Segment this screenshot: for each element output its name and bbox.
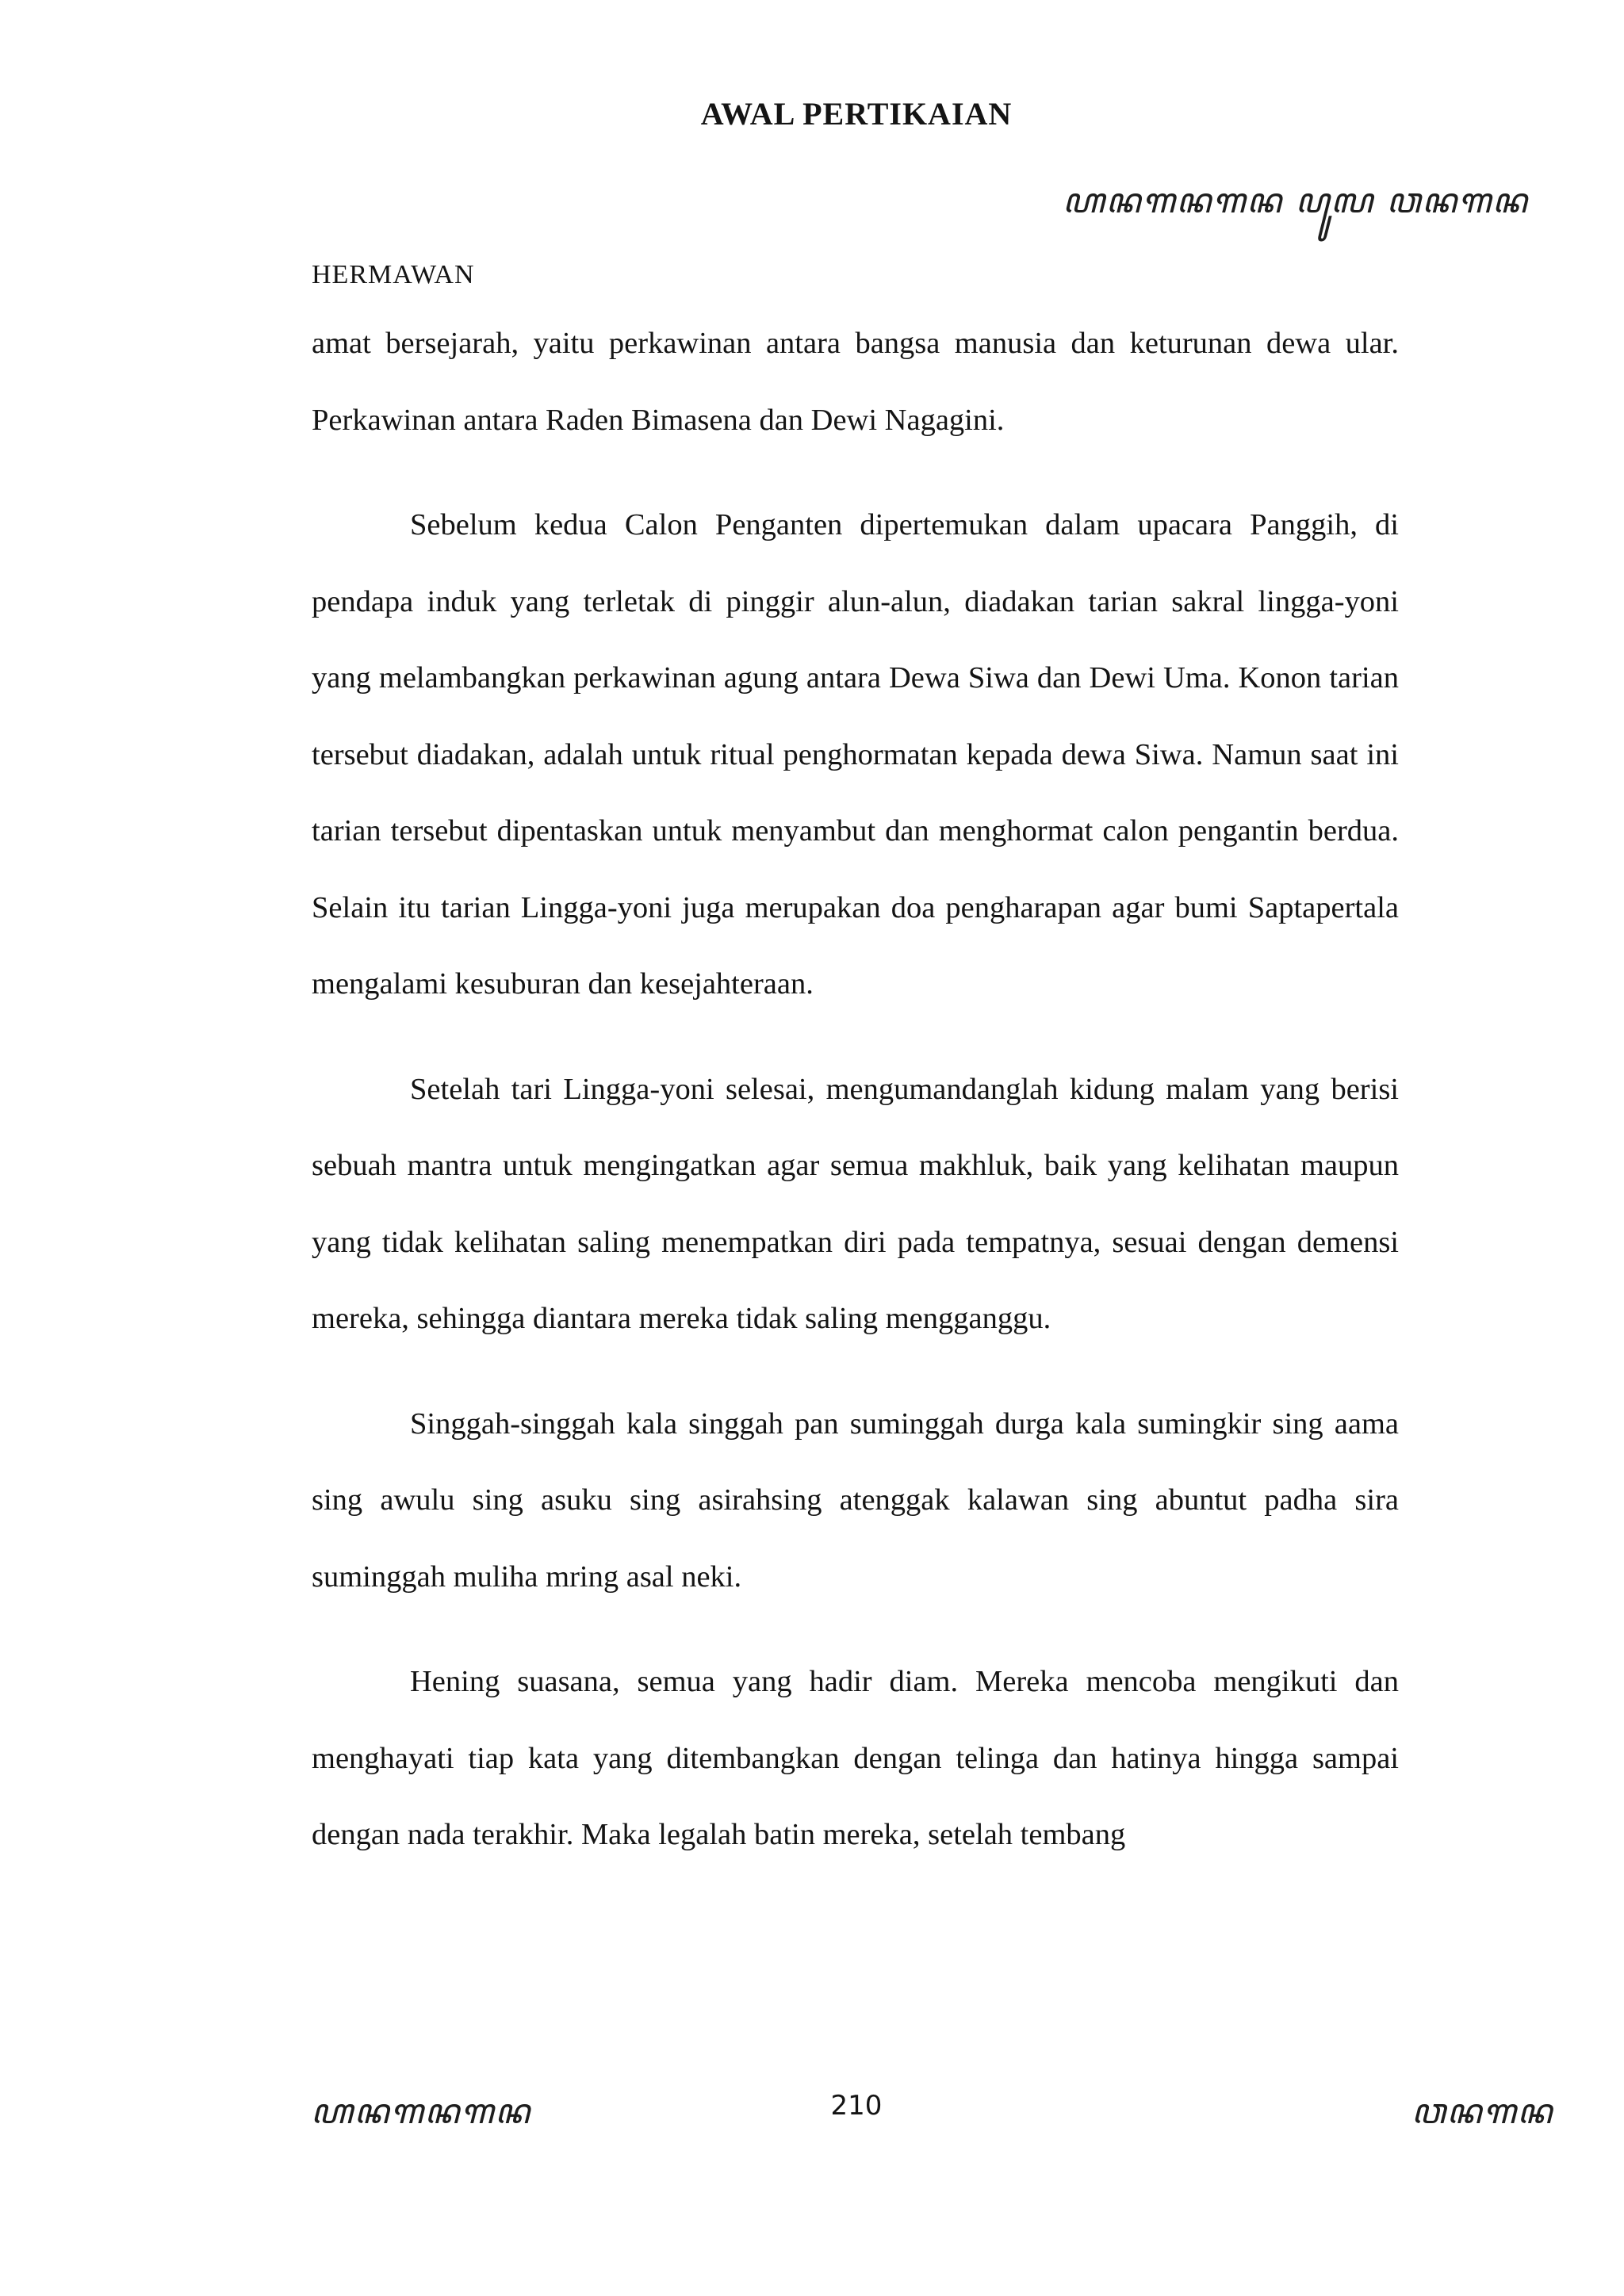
paragraph-2: Sebelum kedua Calon Penganten dipertemukan dalam upacara Panggih, di pendapa induk yang terletak di pinggir alun-alun, diadakan tarian sakral lingga-yoni yang melambangkan perkawinan agung antara Dewa Siwa dan Dewi Uma. Konon tarian tersebut diadakan, adalah untuk ritual penghormatan kepada dewa Siwa. Namun saat ini tarian tersebut dipentaskan untuk menyambut dan menghormat calon pengantin berdua. Selain itu tarian Lingga-yoni juga merupakan doa pengharapan agar bumi Saptapertala mengalami kesuburan dan kesejahteraan. xyxy=(312,508,1399,1001)
paragraph-1: amat bersejarah, yaitu perkawinan antara bangsa manusia dan keturunan dewa ular. Perkawinan antara Raden Bimasena dan Dewi Nagagini. xyxy=(312,327,1399,437)
javanese-script-footer-left: ꦲꦤꦒꦤꦒꦤ xyxy=(311,2091,531,2132)
page-number: 210 xyxy=(830,2090,883,2122)
page-title: AWAL PERTIKAIAN xyxy=(700,96,1013,132)
paragraph-4: Singgah-singgah kala singgah pan suminggah durga kala sumingkir sing aama sing awulu sing asuku sing asirahsing atenggak kalawan sing abuntut padha sira suminggah muliha mring asal neki. xyxy=(312,1406,1399,1594)
javanese-script-footer-right: ꦮꦤꦒꦤ xyxy=(1411,2091,1553,2132)
author-name: HERMAWAN xyxy=(312,260,475,289)
javanese-script-header: ꦲꦤꦒꦤꦒꦤ ꦥꦸꦭ ꦮꦤꦒꦤ xyxy=(1063,181,1529,221)
body-text xyxy=(312,305,1399,1902)
paragraph-3: Setelah tari Lingga-yoni selesai, mengumandanglah kidung malam yang berisi sebuah mantra untuk mengingatkan agar semua makhluk, baik yang kelihatan maupun yang tidak kelihatan saling menempatkan diri pada tempatnya, sesuai dengan demensi mereka, sehingga diantara mereka tidak saling mengganggu. xyxy=(312,1072,1399,1335)
paragraph-5: Hening suasana, semua yang hadir diam. Mereka mencoba mengikuti dan menghayati tiap kata yang ditembangkan dengan telinga dan hatinya hingga sampai dengan nada terakhir. Maka legalah batin mereka, setelah tembang xyxy=(312,1665,1399,1851)
